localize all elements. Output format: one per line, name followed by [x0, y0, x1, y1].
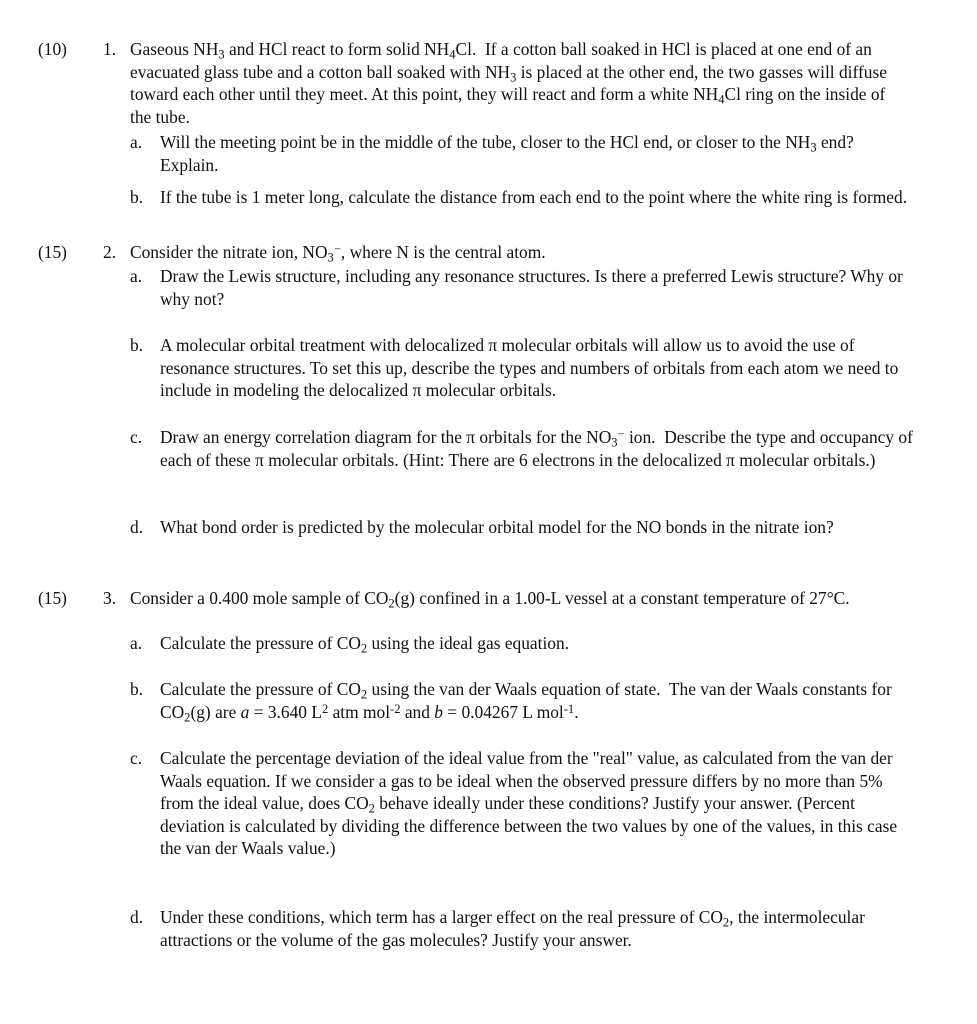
q3-number: 3.	[103, 588, 117, 608]
q3-part-a-text: Calculate the pressure of $CO_2$ using the ideal gas equation.	[160, 633, 570, 656]
q3-part-b-text: Calculate the pressure of $CO_2$ using the van der Waals equation of state. The van der Waals constants for $CO_2(g)$ are a = 3.640 $L^2$ atm mol$^{-2}$ and b = 0.04267 L mol$^{-1}$.	[160, 679, 892, 725]
q1-part-b-text: If the tube is 1 meter long, calculate the distance from each end to the point where the white ring is formed.	[160, 187, 908, 207]
q3-part-d-text: Under these conditions, which term has a larger effect on the real pressure of $CO_2$, the intermolecular attractions or the volume of the gas molecules? Justify your answer.	[160, 907, 865, 950]
q1-part-a-label: a.	[130, 132, 143, 152]
q2-part-b-label: b.	[130, 335, 144, 355]
q2-part-c-text: Draw an energy correlation diagram for the π orbitals for the $NO_3^-$ ion. Describe the type and occupancy of each of these π molecular orbitals. (Hint: There are 6 electrons in the delocalized π molecular orbitals.)	[160, 426, 913, 470]
q2-part-b-text: A molecular orbital treatment with delocalized π molecular orbitals will allow us to avoid the use of resonance structures. To set this up, describe the types and numbers of orbitals from each atom we need to include in modeling the delocalized π molecular orbitals.	[160, 335, 899, 401]
q1-number: 1.	[103, 39, 117, 59]
q3-part-b-label: b.	[130, 679, 144, 699]
q3-part-d-label: d.	[130, 907, 144, 927]
q1-points: (10)	[38, 39, 67, 59]
q2-part-a-text: Draw the Lewis structure, including any resonance structures. Is there a preferred Lewis structure? Why or why not?	[160, 266, 903, 309]
q3-text: Consider a 0.400 mole sample of $CO_2(g)$ confined in a 1.00-L vessel at a constant temperature of 27°C.	[130, 588, 850, 611]
q2-part-d-label: d.	[130, 517, 144, 537]
q3-part-a-label: a.	[130, 633, 143, 653]
q2-part-c-label: c.	[130, 427, 143, 447]
q2-part-d-text: What bond order is predicted by the molecular orbital model for the NO bonds in the nitrate ion?	[160, 517, 834, 537]
q2-part-a-label: a.	[130, 266, 143, 286]
q2-text: Consider the nitrate ion, $NO_3^-$, where N is the central atom.	[130, 241, 546, 265]
q3-points: (15)	[38, 588, 67, 608]
q1-part-a-text: Will the meeting point be in the middle of the tube, closer to the HCl end, or closer to the $NH_3$ end? Explain.	[160, 132, 859, 175]
q3-part-c-label: c.	[130, 748, 143, 768]
q1-part-b-label: b.	[130, 187, 144, 207]
q2-points: (15)	[38, 242, 67, 262]
q3-part-c-text: Calculate the percentage deviation of the ideal value from the "real" value, as calculated from the van der Waals equation. If we consider a gas to be ideal when the observed pressure differs by no more than 5% from the ideal value, does $CO_2$ behave ideally under these conditions? Justify your answer. (Percent deviation is calculated by dividing the difference between the two values by one of the values, in this case the van der Waals value.)	[160, 748, 898, 859]
q1-text: Gaseous $NH_3$ and HCl react to form solid $NH_4Cl$. If a cotton ball soaked in HCl is placed at one end of an evacuated glass tube and a cotton ball soaked with $NH_3$ is placed at the other end, the two gasses will diffuse toward each other until they meet. At this point, they will react and form a white $NH_4Cl$ ring on the inside of the tube.	[130, 39, 887, 127]
q2-number: 2.	[103, 242, 117, 262]
